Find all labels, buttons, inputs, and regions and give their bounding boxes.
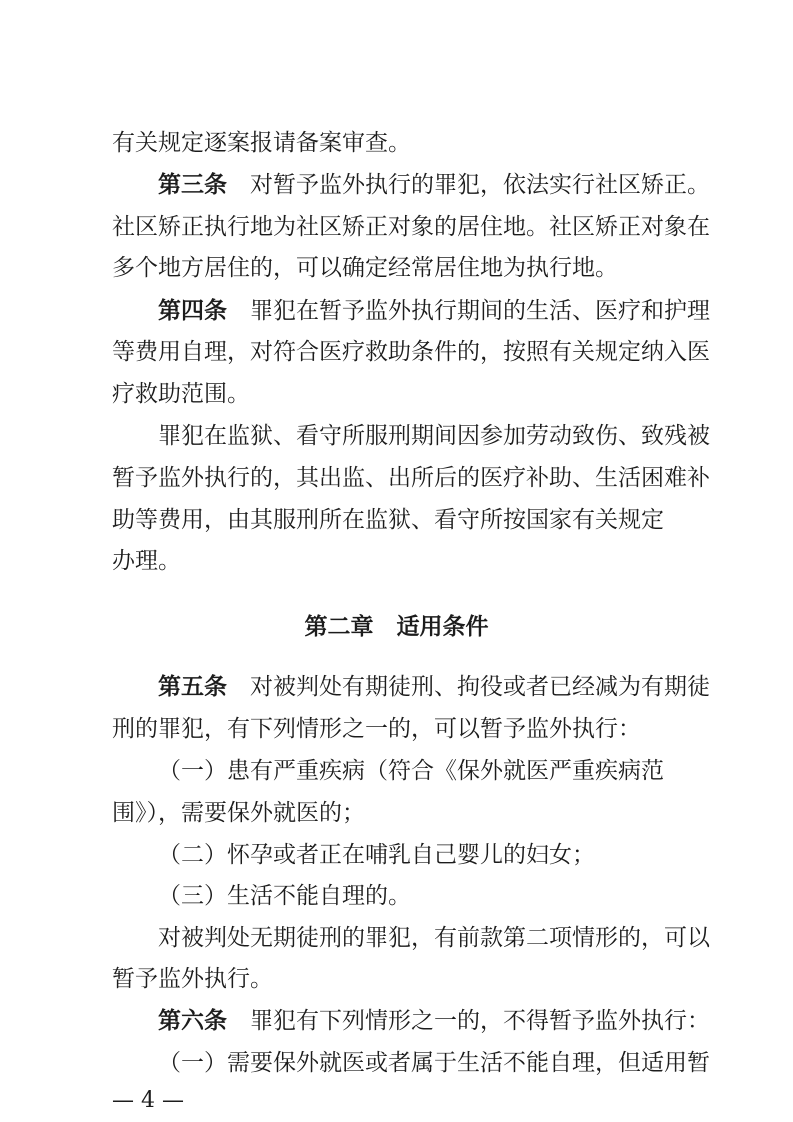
text-line: 多个地方居住的，可以确定经常居住地为执行地。 xyxy=(112,255,618,281)
text-line: 办理。 xyxy=(112,548,181,574)
text-line: 刑的罪犯，有下列情形之一的，可以暂予监外执行： xyxy=(112,716,641,742)
text-line: 罪犯在监狱、看守所服刑期间因参加劳动致伤、致残被 xyxy=(158,423,710,449)
article-5-text: 对被判处有期徒刑、拘役或者已经减为有期徒 xyxy=(250,674,710,700)
text-line: （一）患有严重疾病（符合《保外就医严重疾病范 xyxy=(158,758,664,784)
text-line: 疗救助范围。 xyxy=(112,381,250,407)
article-5-line xyxy=(158,672,710,702)
article-3-line xyxy=(158,170,710,200)
text-line: 有关规定逐案报请备案审查。 xyxy=(112,130,411,156)
chapter-heading: 第二章 适用条件 xyxy=(304,614,489,640)
article-4-line xyxy=(158,296,710,326)
text-line: （一）需要保外就医或者属于生活不能自理，但适用暂 xyxy=(158,1050,710,1076)
article-4-text: 罪犯在暂予监外执行期间的生活、医疗和护理 xyxy=(250,298,710,324)
text-line: （二）怀孕或者正在哺乳自己婴儿的妇女； xyxy=(158,842,595,868)
text-line: 对被判处无期徒刑的罪犯，有前款第二项情形的，可以 xyxy=(158,925,710,951)
text-line: 暂予监外执行。 xyxy=(112,966,273,992)
text-line: 围》），需要保外就医的； xyxy=(112,800,365,826)
text-line: 等费用自理，对符合医疗救助条件的，按照有关规定纳入医 xyxy=(112,339,710,365)
article-5-label: 第五条 xyxy=(158,674,227,700)
text-line: 助等费用，由其服刑所在监狱、看守所按国家有关规定 xyxy=(112,507,664,533)
article-3-text: 对暂予监外执行的罪犯，依法实行社区矫正。 xyxy=(250,172,710,198)
article-6-text: 罪犯有下列情形之一的，不得暂予监外执行： xyxy=(250,1008,710,1034)
text-line: 社区矫正执行地为社区矫正对象的居住地。社区矫正对象在 xyxy=(112,214,710,240)
page-number: — 4 — xyxy=(112,1088,184,1113)
text-line: 暂予监外执行的，其出监、出所后的医疗补助、生活困难补 xyxy=(112,465,710,491)
article-4-label: 第四条 xyxy=(158,298,227,324)
text-line: （三）生活不能自理的。 xyxy=(158,883,411,909)
article-3-label: 第三条 xyxy=(158,172,227,198)
article-6-label: 第六条 xyxy=(158,1008,227,1034)
